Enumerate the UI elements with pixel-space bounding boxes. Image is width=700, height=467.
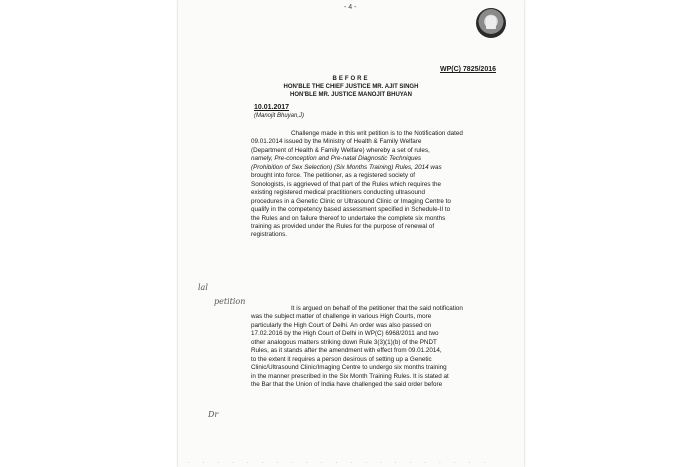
text-line: the Bar that the Union of India have challenged the said order before bbox=[251, 381, 443, 389]
text-line: brought into force. The petitioner, as a registered society of bbox=[251, 172, 416, 180]
document-page bbox=[178, 0, 524, 467]
text-line: Sonologists, is aggrieved of that part of the Rules which requires the bbox=[251, 180, 442, 188]
text-line: registrations. bbox=[251, 231, 288, 239]
text-line: procedures in a Genetic Clinic or Ultrasound Clinic or Imaging Centre to bbox=[251, 197, 451, 205]
text-line: other analogous matters striking down Rule 3(3)(1)(b) of the PNDT bbox=[251, 338, 437, 346]
text-line: Rules, as it stands after the amendment with effect from 09.01.2014, bbox=[251, 347, 442, 355]
text-line: Challenge made in this writ petition is to the Notification dated bbox=[291, 130, 463, 137]
handwritten-margin-mark: lal bbox=[198, 283, 208, 292]
text-line: 09.01.2014 issued by the Ministry of Health & Family Welfare bbox=[251, 138, 422, 146]
text-line: namely, Pre-conception and Pre-natal Diagnostic Techniques bbox=[251, 155, 422, 163]
text-line: existing registered medical practitioners conducting ultrasound bbox=[251, 189, 425, 197]
text-line: It is argued on behalf of the petitioner that the said notification bbox=[291, 305, 463, 312]
text-line: training as provided under the Rules for the purpose of renewal of bbox=[251, 222, 435, 230]
text-line: in the manner prescribed in the Six Month Training Rules. It is stated at bbox=[251, 372, 449, 380]
scan-edge-dots: . . . . . . . . . . . . . . . . . . . . . bbox=[188, 459, 491, 465]
order-date: 10.01.2017 bbox=[254, 104, 290, 111]
handwritten-margin-mark: petition bbox=[214, 297, 246, 306]
bench-chief-justice: HON'BLE THE CHIEF JUSTICE MR. AJIT SINGH bbox=[283, 84, 419, 90]
text-line: qualify in the competency based assessment specified in Schedule-II to bbox=[251, 206, 451, 214]
text-line: to the extent it requires a person desirous of setting up a Genetic bbox=[251, 355, 432, 363]
text-line: Clinic/Ultrasound Clinic/Imaging Centre to undergo six months training bbox=[251, 364, 447, 372]
text-line: the Rules and on failure thereof to undertake the complete six months bbox=[251, 214, 446, 222]
judgment-author: (Manojit Bhuyan,J) bbox=[254, 113, 305, 119]
text-line: particularly the High Court of Delhi. An order was also passed on bbox=[251, 321, 432, 329]
text-line: (Prohibition of Sex Selection) (Six Months Training) Rules, 2014 was bbox=[251, 163, 442, 171]
court-seal-emblem bbox=[476, 8, 506, 38]
text-line: 17.02.2016 by the High Court of Delhi in WP(C) 6968/2011 and two bbox=[251, 330, 439, 338]
paragraph-2 bbox=[251, 305, 501, 390]
handwritten-margin-mark: Dr bbox=[208, 410, 219, 419]
text-line: was the subject matter of challenge in various High Courts, more bbox=[251, 313, 432, 321]
case-number: WP(C) 7825/2016 bbox=[439, 66, 496, 73]
paragraph-1 bbox=[251, 130, 501, 240]
text-line: (Department of Health & Family Welfare) whereby a set of rules, bbox=[251, 146, 430, 154]
heading-before: BEFORE bbox=[332, 76, 370, 82]
bench-justice: HON'BLE MR. JUSTICE MANOJIT BHUYAN bbox=[290, 92, 412, 98]
page-number: - 4 - bbox=[344, 4, 357, 11]
